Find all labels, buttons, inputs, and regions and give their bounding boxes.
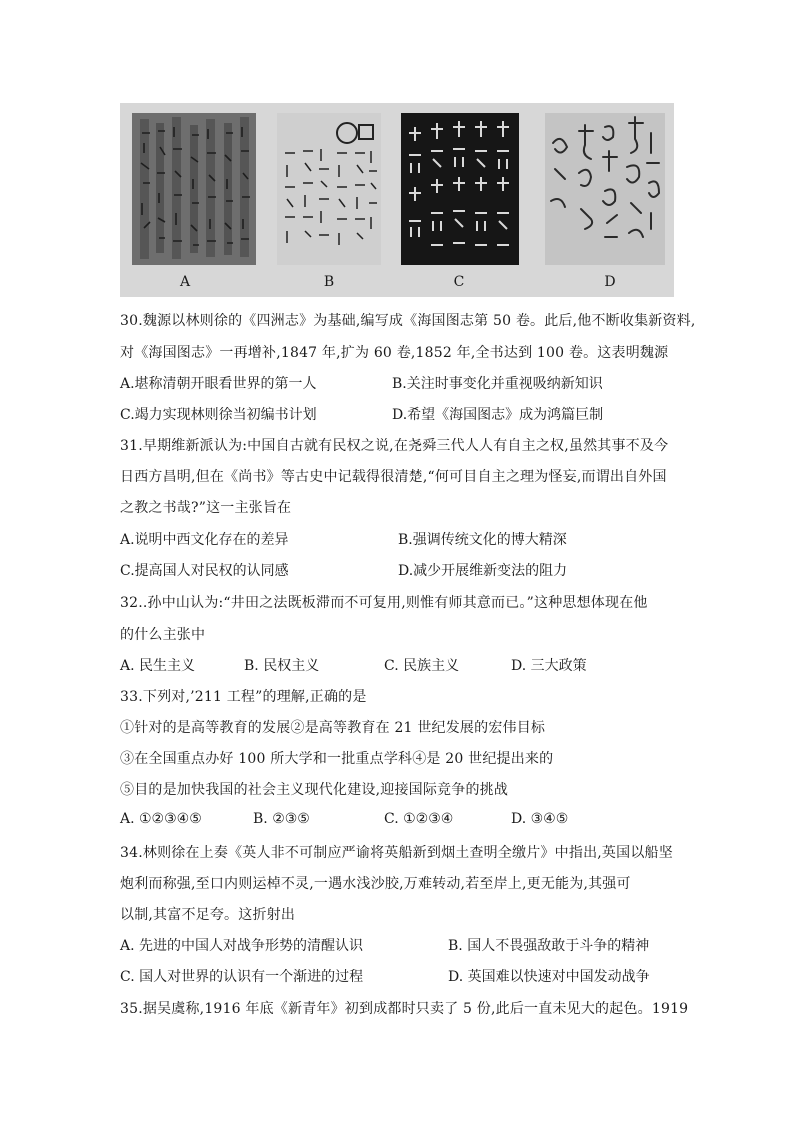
q32-option-b: B. 民权主义	[244, 658, 320, 674]
q30-stem-line: 对《海国图志》一再增补,1847 年,扩为 60 卷,1852 年,全书达到 100 卷。这表明魏源	[120, 345, 669, 361]
q32-stem-line: 32..孙中山认为:“井田之法既板滞而不可复用,则惟有师其意而已。”这种思想体现在他	[120, 595, 648, 611]
q34-stem-line: 34.林则徐在上奏《英人非不可制应严谕将英船新到烟土查明全缴片》中指出,英国以船坚	[120, 845, 673, 861]
q30-option-a: A.堪称清朝开眼看世界的第一人	[120, 376, 317, 392]
q33-stem-line: 33.下列对,’211 工程”的理解,正确的是	[120, 689, 367, 705]
q31-option-b: B.强调传统文化的博大精深	[398, 532, 567, 548]
q34-option-d: D. 英国难以快速对中国发动战争	[448, 969, 650, 985]
q32-option-d: D. 三大政策	[511, 658, 587, 674]
q34-option-a: A. 先进的中国人对战争形势的清醒认识	[120, 938, 364, 954]
caption-b: B	[323, 274, 335, 290]
q31-stem-line: 之教之书哉?”这一主张旨在	[120, 500, 292, 516]
q33-option-d: D. ③④⑤	[511, 811, 569, 827]
q33-option-b: B. ②③⑤	[253, 811, 310, 827]
caption-c: C	[453, 274, 465, 290]
q31-stem-line: 31.早期维新派认为:中国自古就有民权之说,在尧舜三代人人有自主之权,虽然其事不及今	[120, 438, 669, 454]
q33-option-a: A. ①②③④⑤	[120, 811, 202, 827]
q30-stem-line: 30.魏源以林则徐的《四洲志》为基础,编写成《海国图志第 50 卷。此后,他不断收集新资料,	[120, 313, 696, 329]
q34-option-c: C. 国人对世界的认识有一个渐进的过程	[120, 969, 364, 985]
calligraphy-image-c	[401, 113, 519, 265]
q35-stem-line: 35.据吴虞称,1916 年底《新青年》初到成都时只卖了 5 份,此后一直未见大的起色。1919	[120, 1001, 689, 1017]
q34-stem-line: 以制,其富不足夸。这折射出	[120, 907, 296, 923]
q30-option-d: D.希望《海国图志》成为鸿篇巨制	[392, 407, 604, 423]
q33-stem-line: ①针对的是高等教育的发展②是高等教育在 21 世纪发展的宏伟目标	[120, 720, 546, 736]
calligraphy-images	[120, 103, 674, 297]
q31-option-d: D.减少开展维新变法的阻力	[398, 563, 568, 579]
q32-option-a: A. 民生主义	[120, 658, 196, 674]
q32-option-c: C. 民族主义	[384, 658, 460, 674]
q32-stem-line: 的什么主张中	[120, 627, 206, 643]
q34-option-b: B. 国人不畏强敌敢于斗争的精神	[448, 938, 650, 954]
q30-option-b: B.关注时事变化并重视吸纳新知识	[392, 376, 603, 392]
q31-option-a: A.说明中西文化存在的差异	[120, 532, 289, 548]
q30-option-c: C.竭力实现林则徐当初编书计划	[120, 407, 317, 423]
q33-stem-line: ③在全国重点办好 100 所大学和一批重点学科④是 20 世纪提出来的	[120, 751, 554, 767]
calligraphy-image-d	[545, 113, 665, 265]
q33-option-c: C. ①②③④	[384, 811, 454, 827]
q33-stem-line: ⑤目的是加快我国的社会主义现代化建设,迎接国际竞争的挑战	[120, 782, 509, 798]
calligraphy-image-a	[132, 113, 256, 265]
caption-a: A	[179, 274, 191, 290]
q31-stem-line: 日西方昌明,但在《尚书》等古史中记载得很清楚,“何可目自主之理为怪妄,而谓出自外国	[120, 469, 667, 485]
calligraphy-image-b	[277, 113, 381, 265]
q31-option-c: C.提高国人对民权的认同感	[120, 563, 289, 579]
caption-d: D	[604, 274, 616, 290]
q34-stem-line: 炮利而称强,至口内则运棹不灵,一遇水浅沙胶,万难转动,若至岸上,更无能为,其强可	[120, 876, 631, 892]
